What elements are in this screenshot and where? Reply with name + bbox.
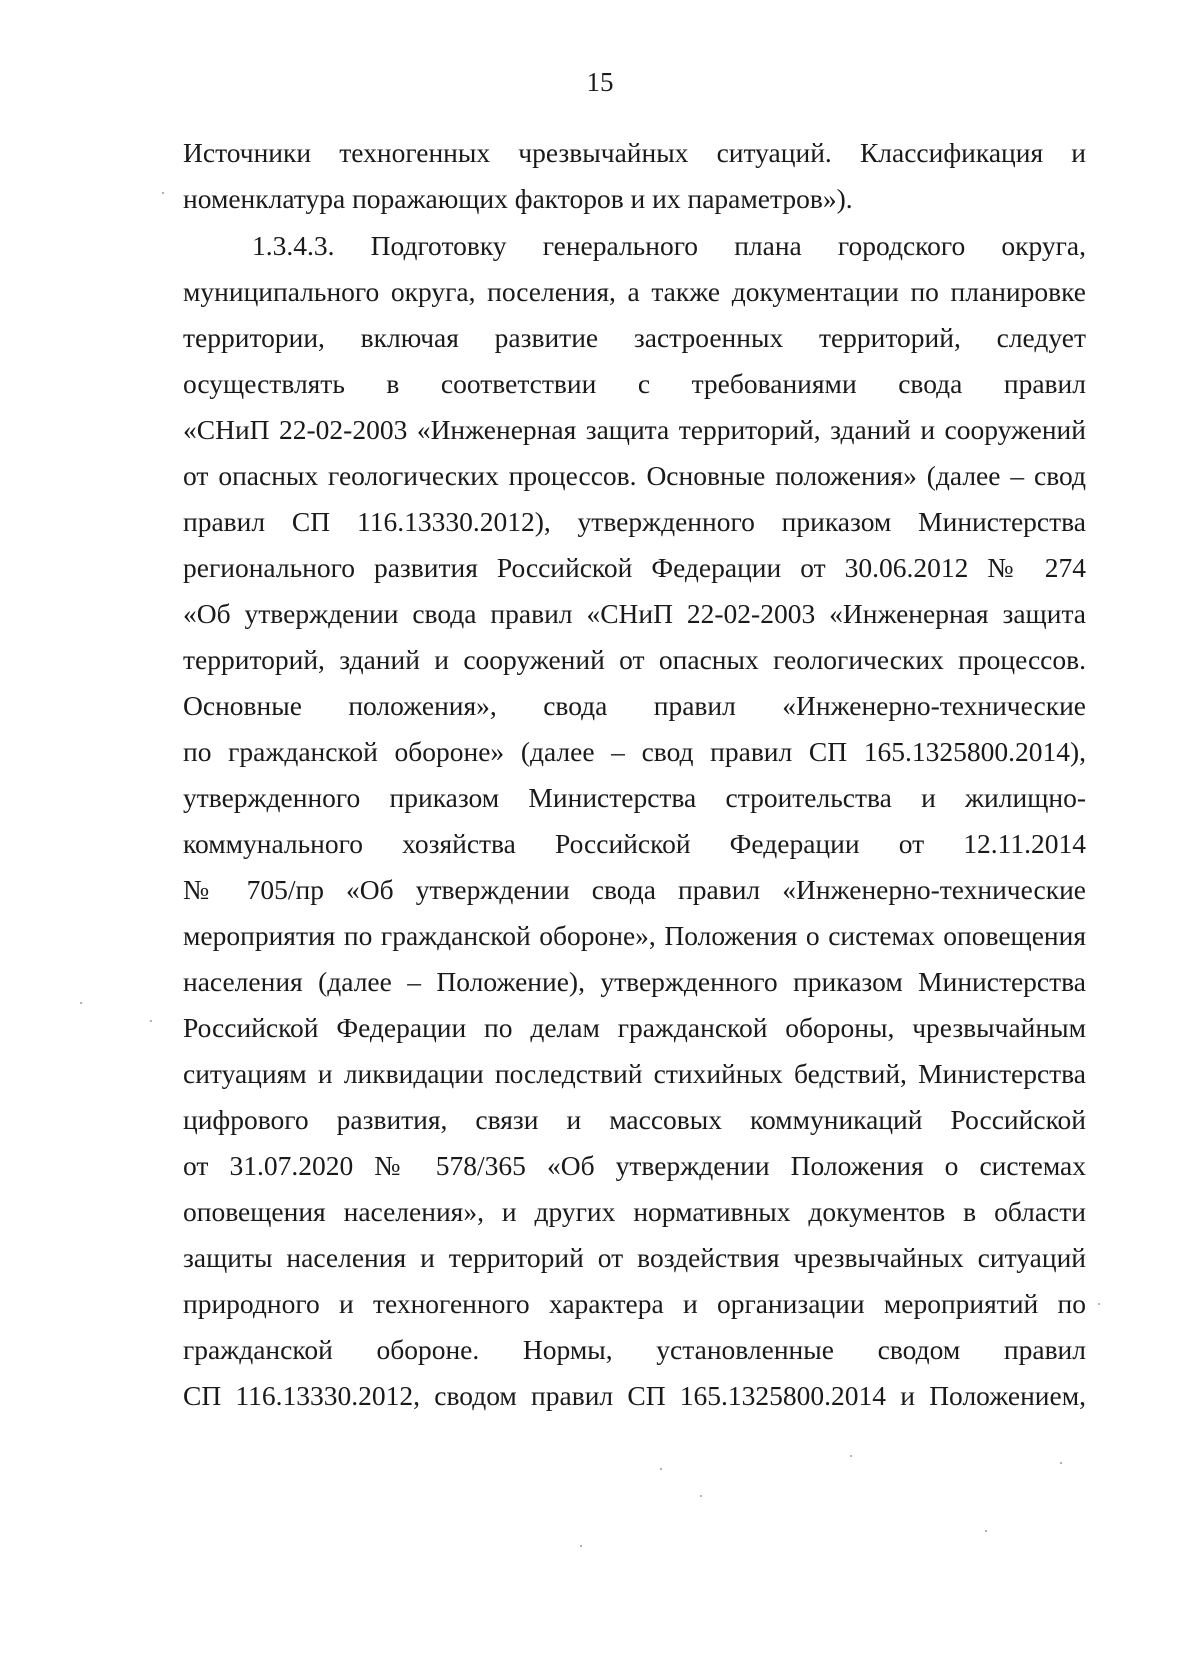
scan-speck bbox=[1060, 1462, 1062, 1464]
page-number: 15 bbox=[586, 67, 614, 97]
paragraph-start-line: 1.3.4.3. Подготовку генерального плана городского округа, bbox=[252, 230, 1086, 261]
scan-speck bbox=[850, 1455, 852, 1457]
text-line: регионального развития Российской Федерации от 30.06.2012 № 274 bbox=[183, 552, 1086, 583]
scan-speck bbox=[985, 1530, 987, 1532]
scan-speck bbox=[80, 1002, 82, 1004]
text-line: «СНиП 22-02-2003 «Инженерная защита территорий, зданий и сооружений bbox=[183, 414, 1086, 445]
scan-speck bbox=[150, 1020, 152, 1022]
text-line: по гражданской обороне» (далее – свод правил СП 165.1325800.2014), bbox=[183, 736, 1086, 767]
text-line: территорий, зданий и сооружений от опасных геологических процессов. bbox=[183, 644, 1086, 675]
text-line: «Об утверждении свода правил «СНиП 22-02-2003 «Инженерная защита bbox=[183, 598, 1086, 629]
text-line: защиты населения и территорий от воздействия чрезвычайных ситуаций bbox=[183, 1242, 1086, 1273]
text-line: цифрового развития, связи и массовых коммуникаций Российской bbox=[183, 1104, 1086, 1135]
text-line: Источники техногенных чрезвычайных ситуаций. Классификация и bbox=[183, 137, 1086, 168]
text-line: гражданской обороне. Нормы, установленные сводом правил bbox=[183, 1334, 1086, 1365]
text-line: Основные положения», свода правил «Инженерно-технические bbox=[183, 690, 1086, 721]
text-line: Российской Федерации по делам гражданской обороны, чрезвычайным bbox=[183, 1012, 1086, 1043]
text-line: номенклатура поражающих факторов и их параметров»). bbox=[183, 183, 853, 214]
text-line: СП 116.13330.2012, сводом правил СП 165.1325800.2014 и Положением, bbox=[183, 1380, 1086, 1411]
text-line: оповещения населения», и других нормативных документов в области bbox=[183, 1196, 1086, 1227]
text-line: № 705/пр «Об утверждении свода правил «Инженерно-технические bbox=[183, 874, 1086, 905]
text-line: муниципального округа, поселения, а также документации по планировке bbox=[183, 276, 1086, 307]
text-line: утвержденного приказом Министерства строительства и жилищно- bbox=[183, 782, 1086, 813]
text-line: от опасных геологических процессов. Основные положения» (далее – свод bbox=[183, 460, 1086, 491]
text-line: правил СП 116.13330.2012), утвержденного приказом Министерства bbox=[183, 506, 1086, 537]
scan-speck bbox=[660, 1468, 662, 1470]
text-line: мероприятия по гражданской обороне», Положения о системах оповещения bbox=[183, 920, 1086, 951]
text-line: населения (далее – Положение), утвержденного приказом Министерства bbox=[183, 966, 1086, 997]
text-line: ситуациям и ликвидации последствий стихийных бедствий, Министерства bbox=[183, 1058, 1086, 1089]
scan-speck bbox=[700, 1495, 702, 1497]
text-line: коммунального хозяйства Российской Федерации от 12.11.2014 bbox=[183, 828, 1086, 859]
scan-speck bbox=[162, 192, 164, 194]
text-line: природного и техногенного характера и организации мероприятий по bbox=[183, 1288, 1086, 1319]
scan-speck bbox=[1098, 1303, 1100, 1305]
text-line: осуществлять в соответствии с требованиями свода правил bbox=[183, 368, 1086, 399]
text-line: территории, включая развитие застроенных территорий, следует bbox=[183, 322, 1086, 353]
text-line: от 31.07.2020 № 578/365 «Об утверждении Положения о системах bbox=[183, 1150, 1086, 1181]
scan-speck bbox=[580, 1545, 582, 1547]
